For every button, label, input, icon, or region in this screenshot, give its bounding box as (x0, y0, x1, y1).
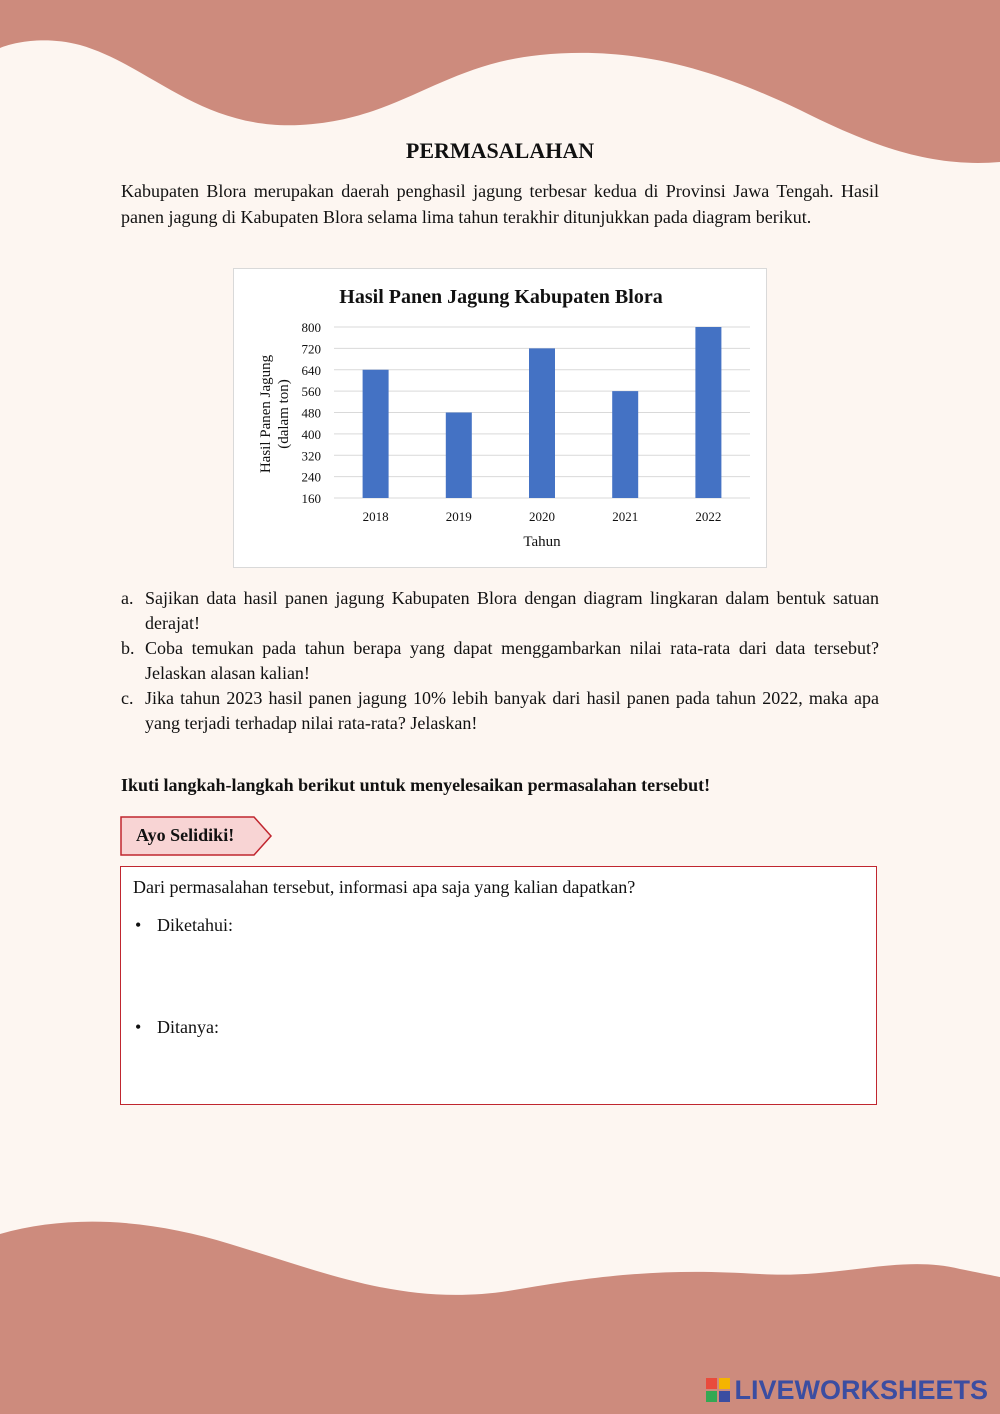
chart-y-axis-label-line1: Hasil Panen Jagung (258, 354, 274, 474)
ayo-selidiki-tag (120, 816, 274, 858)
chart-title: Hasil Panen Jagung Kabupaten Blora (339, 286, 663, 308)
question-marker: c. (121, 688, 134, 708)
chart-y-tick-label: 720 (301, 341, 321, 357)
known-label: Diketahui: (157, 915, 233, 935)
chart-x-tick-label: 2021 (612, 509, 639, 524)
chart-x-tick-label: 2020 (529, 509, 555, 524)
chart-bar-2021 (612, 391, 638, 498)
question-item (121, 636, 879, 686)
info-box (120, 866, 877, 1105)
intro-paragraph: Kabupaten Blora merupakan daerah penghasil jagung terbesar kedua di Provinsi Jawa Tengah. Hasil panen jagung di Kabupaten Blora selama lima tahun terakhir ditunjukkan pada diagram berikut. (121, 181, 879, 227)
bullet-icon: • (135, 1017, 142, 1037)
chart-y-tick-label: 560 (301, 384, 321, 400)
chart-y-tick-label: 480 (301, 405, 321, 421)
question-text: Coba temukan pada tahun berapa yang dapat menggambarkan nilai rata-rata dari data tersebut? Jelaskan alasan kalian! (145, 638, 879, 683)
chart-y-tick-label: 320 (301, 448, 321, 464)
tag-label: Ayo Selidiki! (136, 825, 235, 845)
info-prompt: Dari permasalahan tersebut, informasi apa saja yang kalian dapatkan? (133, 877, 636, 897)
liveworksheets-brand (706, 1376, 988, 1404)
instruction-text: Ikuti langkah-langkah berikut untuk menyelesaikan permasalahan tersebut! (121, 775, 711, 795)
question-item (121, 586, 879, 636)
question-marker: b. (121, 638, 135, 658)
chart-y-tick-label: 800 (301, 320, 321, 335)
brand-text: LIVEWORKSHEETS (734, 1374, 988, 1405)
chart-y-tick-label: 240 (301, 469, 321, 485)
chart-bar-2020 (529, 348, 555, 498)
chart-x-axis-label: Tahun (523, 534, 561, 550)
question-marker: a. (121, 588, 134, 608)
chart-y-axis-label-line2: (dalam ton) (276, 379, 292, 449)
bar-chart-svg (234, 269, 768, 569)
chart-x-tick-label: 2018 (362, 509, 389, 524)
chart-bar-2018 (363, 370, 389, 498)
bullet-icon: • (135, 915, 142, 935)
chart-bar-2019 (446, 413, 472, 499)
asked-field[interactable] (135, 1017, 219, 1038)
chart-y-tick-label: 640 (301, 362, 321, 378)
bar-chart (233, 268, 767, 568)
chart-x-tick-label: 2019 (445, 509, 472, 524)
question-text: Jika tahun 2023 hasil panen jagung 10% lebih banyak dari hasil panen pada tahun 2022, maka apa yang terjadi terhadap nilai rata-rata? Jelaskan! (145, 688, 879, 733)
chart-bar-2022 (695, 327, 721, 498)
liveworksheets-logo-icon (706, 1378, 730, 1402)
page-title: PERMASALAHAN (405, 138, 595, 163)
question-item (121, 686, 879, 736)
chart-x-tick-label: 2022 (695, 509, 722, 524)
chart-y-tick-label: 400 (301, 426, 321, 442)
chart-y-tick-label: 160 (301, 491, 321, 506)
known-field[interactable] (135, 915, 233, 936)
question-list (121, 586, 879, 736)
question-text: Sajikan data hasil panen jagung Kabupaten Blora dengan diagram lingkaran dalam bentuk satuan derajat! (145, 588, 879, 633)
asked-label: Ditanya: (157, 1017, 219, 1037)
